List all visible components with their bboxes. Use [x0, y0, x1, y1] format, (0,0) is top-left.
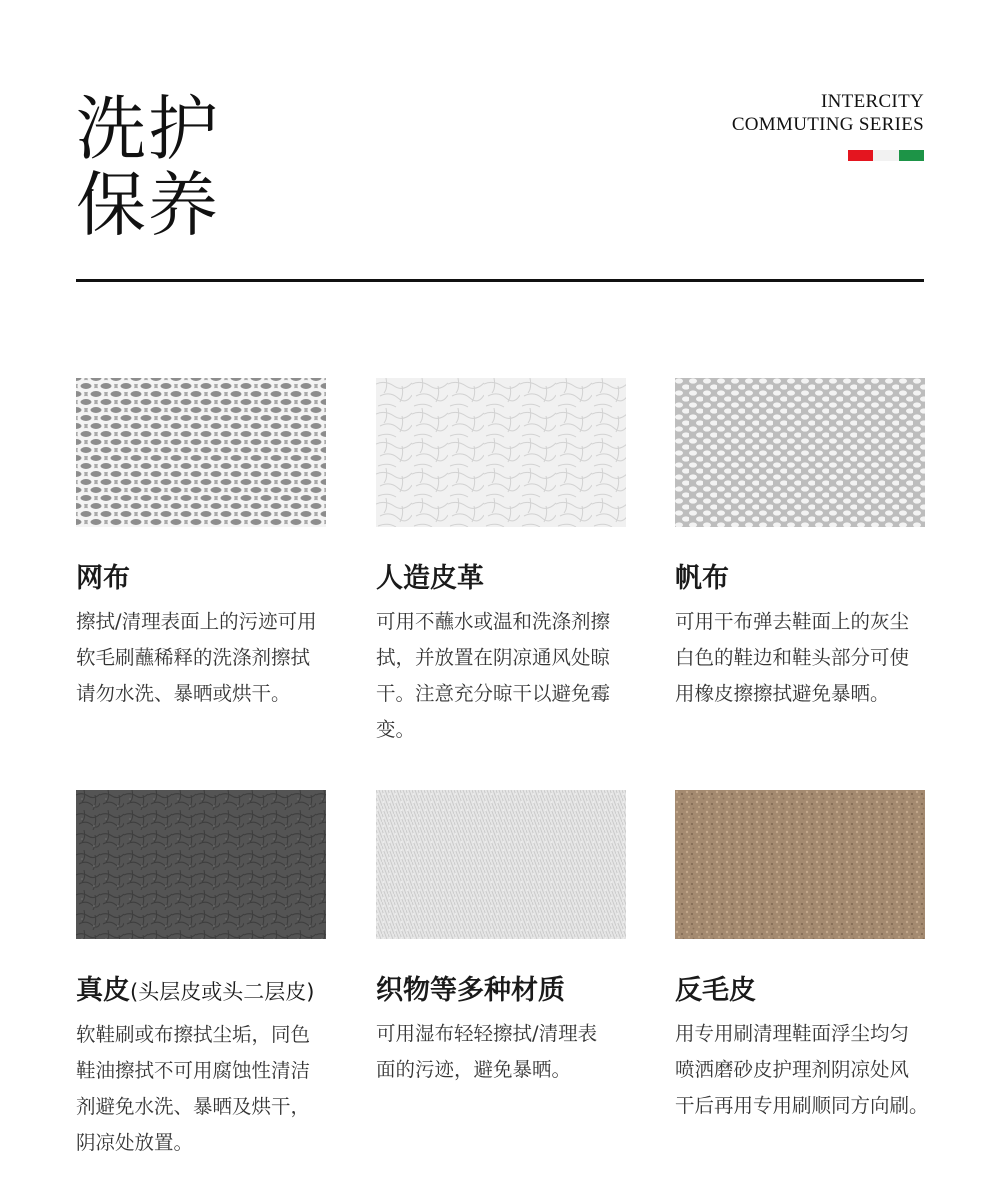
- material-care-text: 可用湿布轻轻擦拭/清理表 面的污迹，避免暴晒。: [376, 1022, 598, 1081]
- brand-block: [732, 90, 924, 136]
- material-title: 网布: [76, 563, 130, 594]
- material-card-canvas: [675, 378, 935, 712]
- material-title: 人造皮革: [376, 563, 484, 594]
- italian-flag-icon: [848, 150, 924, 161]
- mesh-fabric-swatch: [76, 378, 326, 527]
- flag-stripe-green: [899, 150, 924, 161]
- material-care-text: 用专用刷清理鞋面浮尘均匀 喷洒磨砂皮护理剂阴凉处风 干后再用专用刷顺同方向刷。: [675, 1022, 929, 1117]
- material-care-text: 可用干布弹去鞋面上的灰尘 白色的鞋边和鞋头部分可使 用橡皮擦擦拭避免暴晒。: [675, 610, 910, 705]
- header-divider: [76, 279, 924, 282]
- suede-swatch: [675, 790, 925, 939]
- material-card-textile: [376, 790, 636, 1088]
- canvas-swatch: [675, 378, 925, 527]
- flag-stripe-white: [873, 150, 898, 161]
- material-card-mesh: [76, 378, 336, 712]
- brand-line-1: INTERCITY: [821, 91, 924, 112]
- brand-line-2: COMMUTING SERIES: [731, 114, 924, 135]
- material-title: 织物等多种材质: [376, 975, 565, 1006]
- material-title: 真皮(头层皮或头二层皮): [76, 975, 315, 1006]
- material-care-text: 可用不蘸水或温和洗涤剂擦 拭，并放置在阴凉通风处晾 干。注意充分晾干以避免霉变。: [376, 610, 611, 741]
- material-card-suede: [675, 790, 935, 1124]
- material-title: 帆布: [675, 563, 729, 594]
- material-care-text: 擦拭/清理表面上的污迹可用 软毛刷蘸稀释的洗涤剂擦拭 请勿水洗、暴晒或烘干。: [76, 610, 317, 705]
- material-title: 反毛皮: [675, 975, 756, 1006]
- material-card-genuine-leather: [76, 790, 336, 1161]
- material-subtitle: (头层皮或头二层皮): [130, 980, 315, 1004]
- page-title-line-1: 洗护: [76, 88, 220, 170]
- material-card-synthetic-leather: [376, 378, 636, 748]
- flag-stripe-red: [848, 150, 873, 161]
- knit-fabric-swatch: [376, 790, 626, 939]
- genuine-leather-swatch: [76, 790, 326, 939]
- page-title-line-2: 保养: [76, 164, 220, 246]
- material-care-text: 软鞋刷或布擦拭尘垢，同色 鞋油擦拭不可用腐蚀性清洁 剂避免水洗、暴晒及烘干， 阴凉处放置。: [76, 1023, 311, 1154]
- synthetic-leather-swatch: [376, 378, 626, 527]
